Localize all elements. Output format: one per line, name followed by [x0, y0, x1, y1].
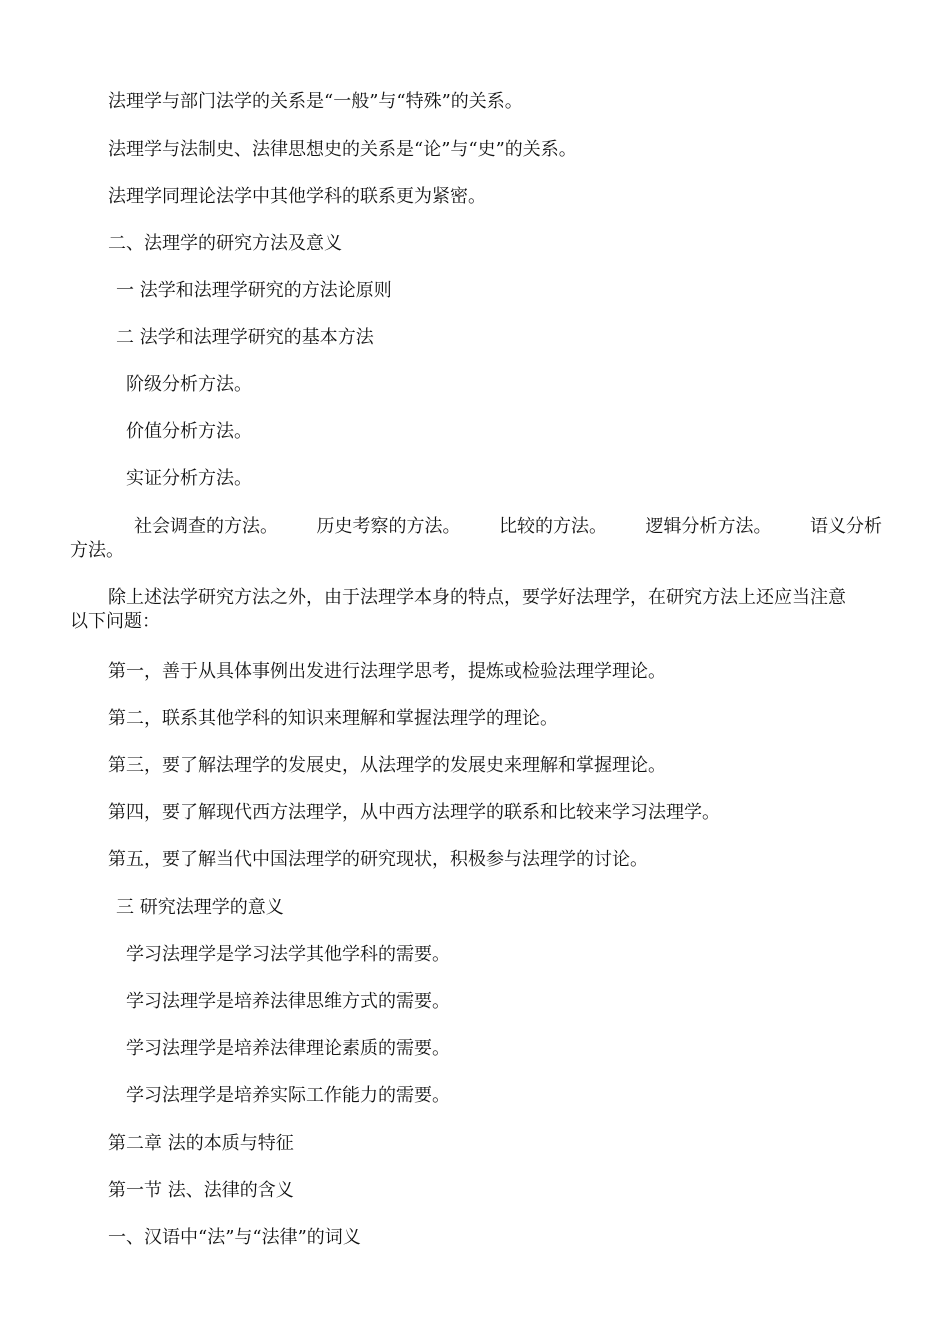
- methods-list-paragraph: [70, 515, 882, 563]
- method-item: 比较的方法。: [499, 516, 607, 537]
- study-notes-paragraph: [70, 586, 882, 634]
- section-heading: 第一节 法、法律的含义: [108, 1180, 294, 1201]
- chapter-heading: 第二章 法的本质与特征: [108, 1133, 294, 1154]
- heading-research-methods: 二、法理学的研究方法及意义: [108, 233, 342, 254]
- significance-item-2: 学习法理学是培养法律思维方式的需要。: [126, 991, 450, 1012]
- paragraph-relation-history: 法理学与法制史、法律思想史的关系是“论”与“史”的关系。: [108, 139, 577, 160]
- methods-list-tail: 方法。: [70, 540, 124, 561]
- study-notes-line-1: 除上述法学研究方法之外，由于法理学本身的特点，要学好法理学，在研究方法上还应当注意: [108, 587, 846, 608]
- methods-list-row: [70, 515, 882, 539]
- method-item: 语义分析: [810, 516, 882, 537]
- method-item: 历史考察的方法。: [316, 516, 461, 537]
- method-item: 逻辑分析方法。: [645, 516, 772, 537]
- note-first: 第一，善于从具体事例出发进行法理学思考，提炼或检验法理学理论。: [108, 661, 666, 682]
- subsection-heading: 一、汉语中“法”与“法律”的词义: [108, 1227, 361, 1248]
- study-notes-line-2: 以下问题：: [70, 611, 160, 632]
- subheading-significance: 三 研究法理学的意义: [116, 897, 284, 918]
- paragraph-relation-departments: 法理学与部门法学的关系是“一般”与“特殊”的关系。: [108, 91, 523, 112]
- method-class-analysis: 阶级分析方法。: [126, 374, 252, 395]
- significance-item-1: 学习法理学是学习法学其他学科的需要。: [126, 944, 450, 965]
- note-fifth: 第五，要了解当代中国法理学的研究现状，积极参与法理学的讨论。: [108, 849, 648, 870]
- note-fourth: 第四，要了解现代西方法理学，从中西方法理学的联系和比较来学习法理学。: [108, 802, 720, 823]
- note-third: 第三，要了解法理学的发展史，从法理学的发展史来理解和掌握理论。: [108, 755, 666, 776]
- subheading-methodology-principles: 一 法学和法理学研究的方法论原则: [116, 280, 392, 301]
- method-empirical-analysis: 实证分析方法。: [126, 468, 252, 489]
- paragraph-relation-theory: 法理学同理论法学中其他学科的联系更为紧密。: [108, 186, 486, 207]
- note-second: 第二，联系其他学科的知识来理解和掌握法理学的理论。: [108, 708, 558, 729]
- method-item: 社会调查的方法。: [134, 516, 278, 537]
- significance-item-4: 学习法理学是培养实际工作能力的需要。: [126, 1085, 450, 1106]
- significance-item-3: 学习法理学是培养法律理论素质的需要。: [126, 1038, 450, 1059]
- subheading-basic-methods: 二 法学和法理学研究的基本方法: [116, 327, 374, 348]
- method-value-analysis: 价值分析方法。: [126, 421, 252, 442]
